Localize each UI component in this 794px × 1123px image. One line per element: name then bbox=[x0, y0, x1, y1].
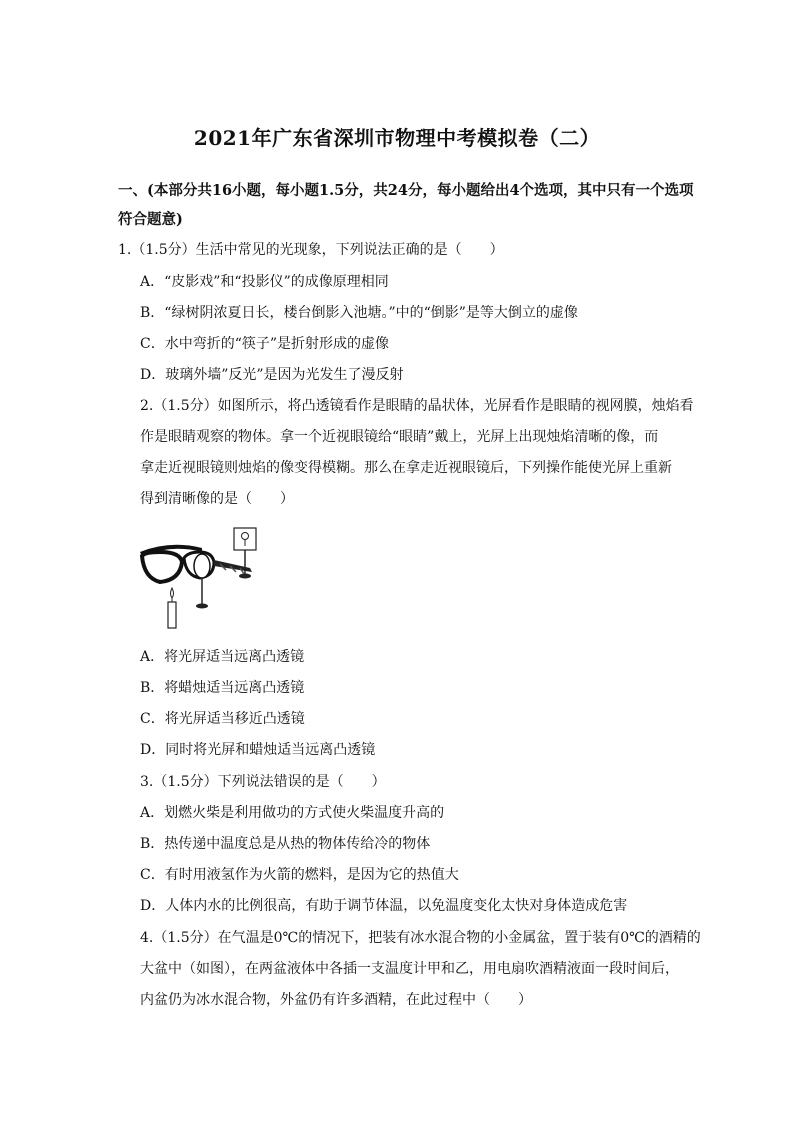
question-4-stem-line-2: 大盆中（如图），在两盆液体中各插一支温度计甲和乙，用电扇吹酒精液面一段时间后， bbox=[140, 961, 679, 977]
page-title: 2021年广东省深圳市物理中考模拟卷（二） bbox=[193, 126, 601, 150]
question-2-stem-line-3: 拿走近视眼镜则烛焰的像变得模糊。那么在拿走近视眼镜后，下列操作能使光屏上重新 bbox=[140, 460, 672, 476]
section-heading bbox=[118, 176, 694, 234]
question-1-stem: 1.（1.5分）生活中常见的光现象，下列说法正确的是（ ） bbox=[118, 242, 504, 258]
question-1-option-a: A．“皮影戏”和“投影仪”的成像原理相同 bbox=[140, 274, 389, 290]
question-2-option-b: B．将蜡烛适当远离凸透镜 bbox=[140, 680, 305, 696]
question-1-option-b: B．“绿树阴浓夏日长，楼台倒影入池塘。”中的“倒影”是等大倒立的虚像 bbox=[140, 305, 578, 321]
question-2-option-c: C．将光屏适当移近凸透镜 bbox=[140, 711, 305, 727]
question-3-option-d: D．人体内水的比例很高，有助于调节体温，以免温度变化太快对身体造成危害 bbox=[140, 898, 628, 914]
candle-flame-icon bbox=[171, 588, 174, 598]
question-3-option-c: C．有时用液氢作为火箭的燃料，是因为它的热值大 bbox=[140, 867, 459, 883]
glasses-temple-arm bbox=[214, 560, 252, 572]
candle bbox=[168, 602, 176, 628]
question-2-stem-line-2: 作是眼睛观察的物体。拿一个近视眼镜给“眼睛”戴上，光屏上出现烛焰清晰的像，而 bbox=[140, 429, 659, 445]
question-2-option-d: D．同时将光屏和蜡烛适当远离凸透镜 bbox=[140, 742, 376, 758]
convex-lens bbox=[194, 554, 210, 578]
section-heading-line-1: 一、(本部分共16小题，每小题1.5分，共24分，每小题给出4个选项，其中只有一个选项 bbox=[118, 182, 694, 199]
question-3-option-a: A．划燃火柴是利用做功的方式使火柴温度升高的 bbox=[140, 805, 445, 821]
question-1-option-c: C．水中弯折的“筷子”是折射形成的虚像 bbox=[140, 336, 390, 352]
question-3-option-b: B．热传递中温度总是从热的物体传给冷的物体 bbox=[140, 836, 431, 852]
question-3-stem: 3.（1.5分）下列说法错误的是（ ） bbox=[140, 774, 386, 790]
question-4-stem-line-1: 4.（1.5分）在气温是0℃的情况下，把装有冰水混合物的小金属盆，置于装有0℃的酒精的 bbox=[140, 930, 701, 946]
question-2-option-a: A．将光屏适当远离凸透镜 bbox=[140, 649, 305, 665]
question-4-stem-line-3: 内盆仍为冰水混合物，外盆仍有许多酒精，在此过程中（ ） bbox=[140, 992, 532, 1008]
section-heading-line-2: 符合题意) bbox=[118, 211, 183, 228]
question-2-stem-line-1: 2.（1.5分）如图所示，将凸透镜看作是眼睛的晶状体，光屏看作是眼睛的视网膜，烛焰看 bbox=[140, 398, 694, 414]
question-2-stem-line-4: 得到清晰像的是（ ） bbox=[140, 491, 294, 507]
question-1-option-d: D．玻璃外墙”反光”是因为光发生了漫反射 bbox=[140, 367, 404, 383]
glasses-left-lens bbox=[142, 552, 182, 582]
eyeglasses-lens-candle-figure bbox=[130, 522, 270, 634]
